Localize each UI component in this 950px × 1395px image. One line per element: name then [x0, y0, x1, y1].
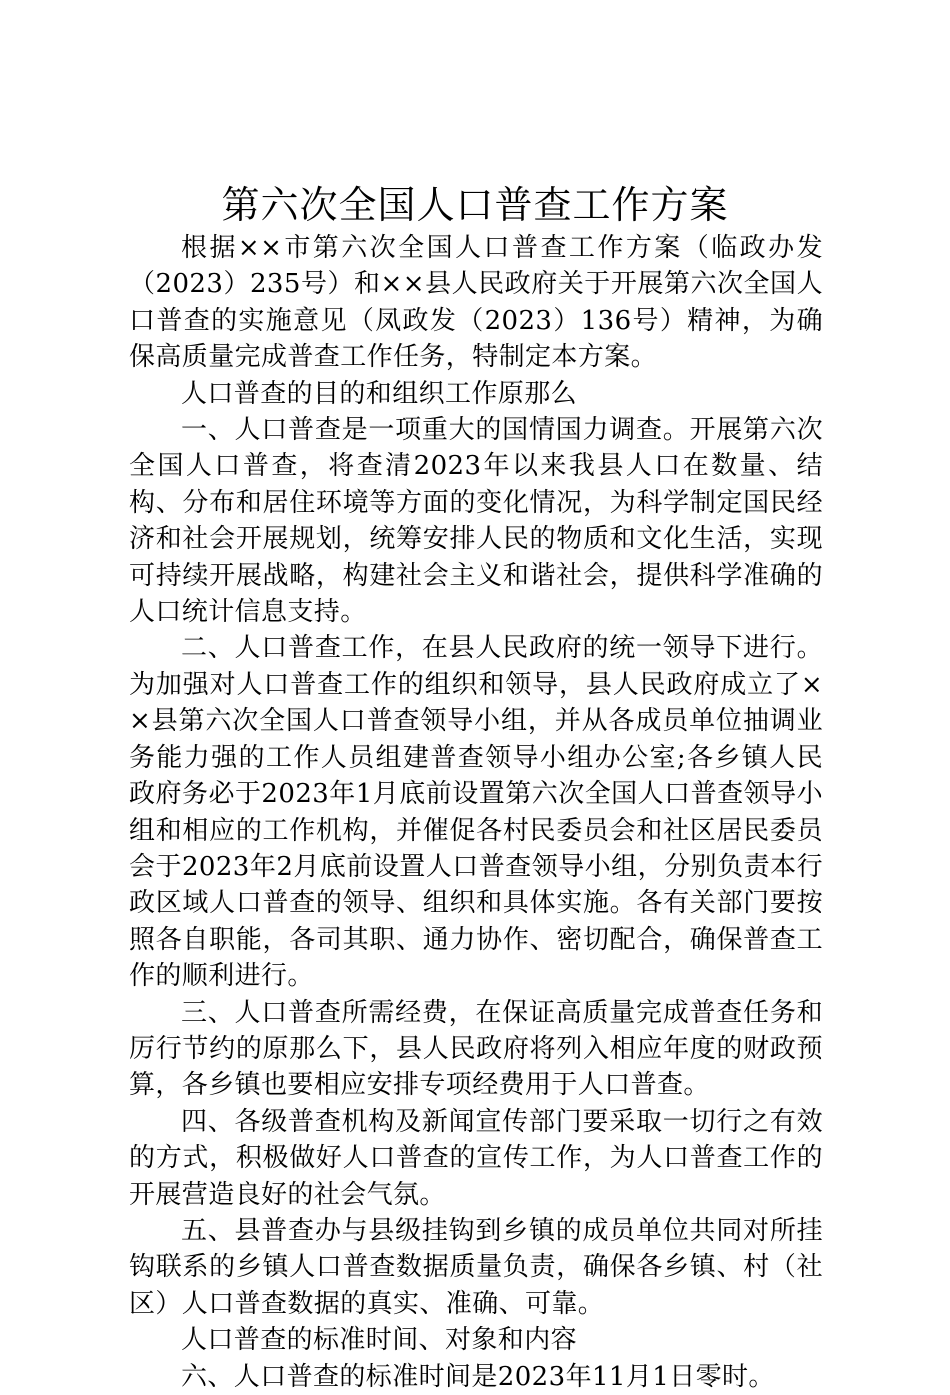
paragraph-item-3: 三、人口普查所需经费，在保证高质量完成普查任务和厉行节约的原那么下，县人民政府将列入相应年度的财政预算，各乡镇也要相应安排专项经费用于人口普查。 — [129, 997, 823, 1101]
paragraph-item-5: 五、县普查办与县级挂钩到乡镇的成员单位共同对所挂钩联系的乡镇人口普查数据质量负责，确保各乡镇、村（社区）人口普查数据的真实、准确、可靠。 — [129, 1215, 823, 1319]
document-body — [129, 230, 823, 1395]
paragraph-item-4: 四、各级普查机构及新闻宣传部门要采取一切行之有效的方式，积极做好人口普查的宣传工作，为人口普查工作的开展营造良好的社会气氛。 — [129, 1106, 823, 1210]
paragraph-item-2: 二、人口普查工作，在县人民政府的统一领导下进行。为加强对人口普查工作的组织和领导，县人民政府成立了××县第六次全国人口普查领导小组，并从各成员单位抽调业务能力强的工作人员组建普查领导小组办公室;各乡镇人民政府务必于2023年1月底前设置第六次全国人口普查领导小组和相应的工作机构，并催促各村民委员会和社区居民委员会于2023年2月底前设置人口普查领导小组，分别负责本行政区域人口普查的领导、组织和具体实施。各有关部门要按照各自职能，各司其职、通力协作、密切配合，确保普查工作的顺利进行。 — [129, 633, 823, 992]
paragraph-intro: 根据××市第六次全国人口普查工作方案（临政办发（2023）235号）和××县人民政府关于开展第六次全国人口普查的实施意见（凤政发（2023）136号）精神，为确保高质量完成普查工作任务，特制定本方案。 — [129, 233, 823, 373]
section-heading-purpose: 人口普查的目的和组织工作原那么 — [181, 378, 578, 409]
paragraph-item-6: 六、人口普查的标准时间是2023年11月1日零时。 — [181, 1361, 775, 1392]
paragraph-item-1: 一、人口普查是一项重大的国情国力调查。开展第六次全国人口普查，将查清2023年以来我县人口在数量、结构、分布和居住环境等方面的变化情况，为科学制定国民经济和社会开展规划，统筹安排人民的物质和文化生活，实现可持续开展战略，构建社会主义和谐社会，提供科学准确的人口统计信息支持。 — [129, 415, 823, 628]
document-title: 第六次全国人口普查工作方案 — [221, 183, 729, 227]
section-heading-time: 人口普查的标准时间、对象和内容 — [181, 1325, 578, 1356]
